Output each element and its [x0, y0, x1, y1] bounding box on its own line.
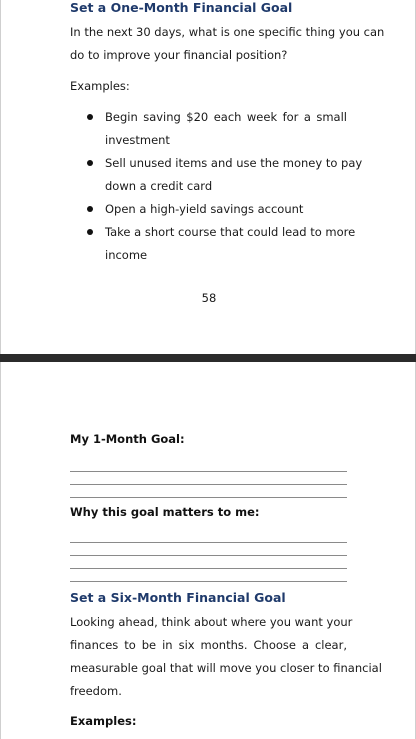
- bullet-1-line-2: investment: [105, 133, 170, 147]
- write-in-line: [70, 471, 347, 472]
- section-heading-one-month-goal: Set a One-Month Financial Goal: [70, 0, 293, 15]
- bullet-2-line-1: Sell unused items and use the money to pay: [105, 156, 363, 170]
- bullet-4-line-1: Take a short course that could lead to more: [105, 225, 356, 239]
- bullet-icon: [87, 160, 93, 166]
- document-page-59: [0, 362, 416, 739]
- write-in-line: [70, 555, 347, 556]
- one-month-goal-label: My 1-Month Goal:: [70, 432, 185, 446]
- intro-text-line-2: do to improve your financial position?: [70, 48, 288, 62]
- write-in-line: [70, 497, 347, 498]
- page-number: 58: [201, 291, 217, 305]
- write-in-line: [70, 568, 347, 569]
- write-in-line: [70, 581, 347, 582]
- body-text-line-2: finances to be in six months. Choose a clear,: [70, 638, 347, 652]
- bullet-2-line-2: down a credit card: [105, 179, 213, 193]
- body-text-line-4: freedom.: [70, 684, 122, 698]
- bullet-icon: [87, 229, 93, 235]
- body-text-line-3: measurable goal that will move you closer to financial: [70, 661, 382, 675]
- body-text-line-1: Looking ahead, think about where you want your: [70, 615, 353, 629]
- page-separator: [0, 354, 416, 362]
- examples-label: Examples:: [70, 714, 137, 728]
- bullet-3-line-1: Open a high-yield savings account: [105, 202, 304, 216]
- examples-label: Examples:: [70, 79, 130, 93]
- bullet-1-line-1: Begin saving $20 each week for a small: [105, 110, 347, 124]
- goal-reason-label: Why this goal matters to me:: [70, 505, 260, 519]
- section-heading-six-month-goal: Set a Six-Month Financial Goal: [70, 590, 286, 605]
- bullet-icon: [87, 114, 93, 120]
- bullet-icon: [87, 206, 93, 212]
- bullet-4-line-2: income: [105, 248, 148, 262]
- write-in-line: [70, 484, 347, 485]
- write-in-line: [70, 542, 347, 543]
- intro-text-line-1: In the next 30 days, what is one specific thing you can: [70, 25, 385, 39]
- document-page-58: [0, 0, 416, 354]
